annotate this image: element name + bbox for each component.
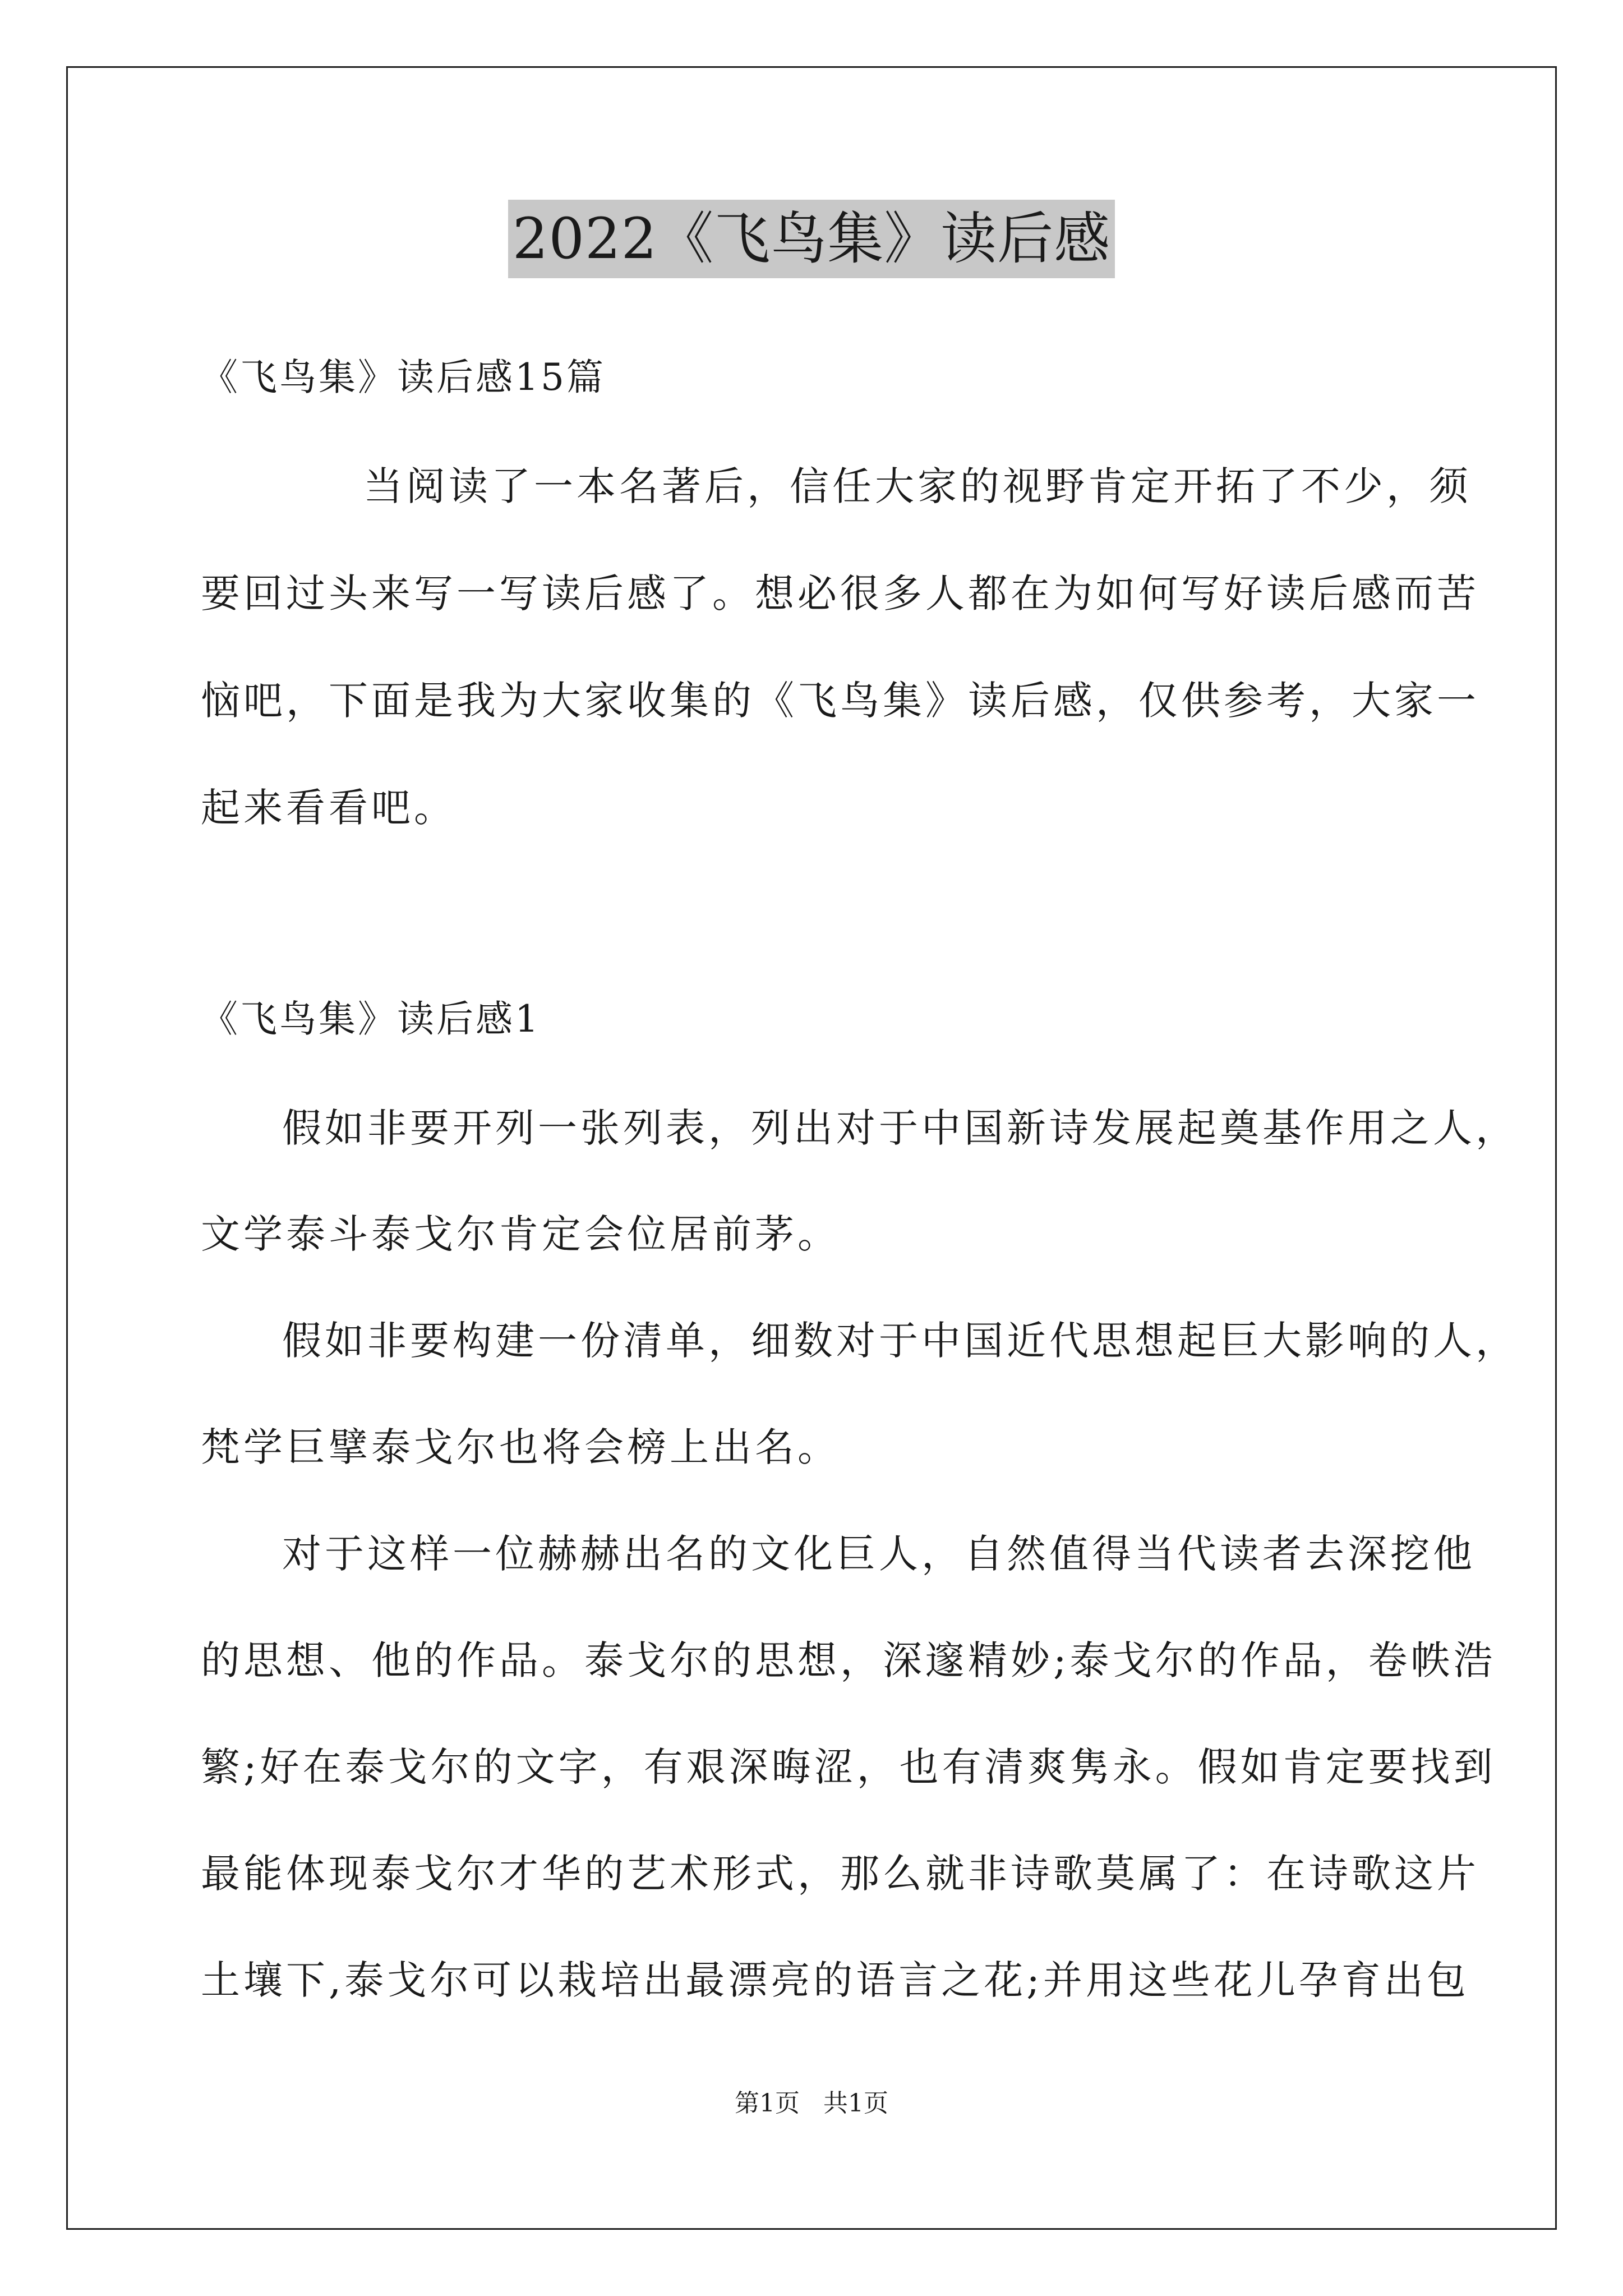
- paragraph-line: 假如非要构建一份清单，细数对于中国近代思想起巨大影响的人，: [282, 1318, 1518, 1364]
- paragraph-line: 繁;好在泰戈尔的文字，有艰深晦涩，也有清爽隽永。假如肯定要找到: [201, 1744, 1496, 1790]
- paragraph-line: 梵学巨擘泰戈尔也将会榜上出名。: [201, 1424, 840, 1470]
- title-container: [0, 200, 1623, 278]
- intro-line: 当阅读了一本名著后，信任大家的视野肯定开拓了不少，须: [363, 463, 1472, 509]
- page-number: 第1页: [735, 2089, 800, 2118]
- paragraph-line: 文学泰斗泰戈尔肯定会位居前茅。: [201, 1211, 840, 1257]
- paragraph-line: 对于这样一位赫赫出名的文化巨人，自然值得当代读者去深挖他: [282, 1531, 1476, 1577]
- paragraph-line: 假如非要开列一张列表，列出对于中国新诗发展起奠基作用之人，: [282, 1105, 1518, 1151]
- document-title: 2022《飞鸟集》读后感: [508, 200, 1115, 278]
- intro-line: 起来看看吧。: [201, 785, 457, 831]
- paragraph-line: 土壤下,泰戈尔可以栽培出最漂亮的语言之花;并用这些花儿孕育出包: [201, 1957, 1469, 2003]
- subtitle: 《飞鸟集》读后感15篇: [201, 356, 606, 399]
- paragraph-line: 最能体现泰戈尔才华的艺术形式，那么就非诗歌莫属了：在诗歌这片: [201, 1851, 1479, 1897]
- section-heading: 《飞鸟集》读后感1: [201, 997, 541, 1041]
- page-total: 共1页: [823, 2089, 888, 2118]
- page-footer: [0, 2087, 1623, 2120]
- intro-line: 要回过头来写一写读后感了。想必很多人都在为如何写好读后感而苦: [201, 570, 1479, 616]
- paragraph-line: 的思想、他的作品。泰戈尔的思想，深邃精妙;泰戈尔的作品，卷帙浩: [201, 1637, 1496, 1683]
- intro-line: 恼吧，下面是我为大家收集的《飞鸟集》读后感，仅供参考，大家一: [201, 678, 1479, 724]
